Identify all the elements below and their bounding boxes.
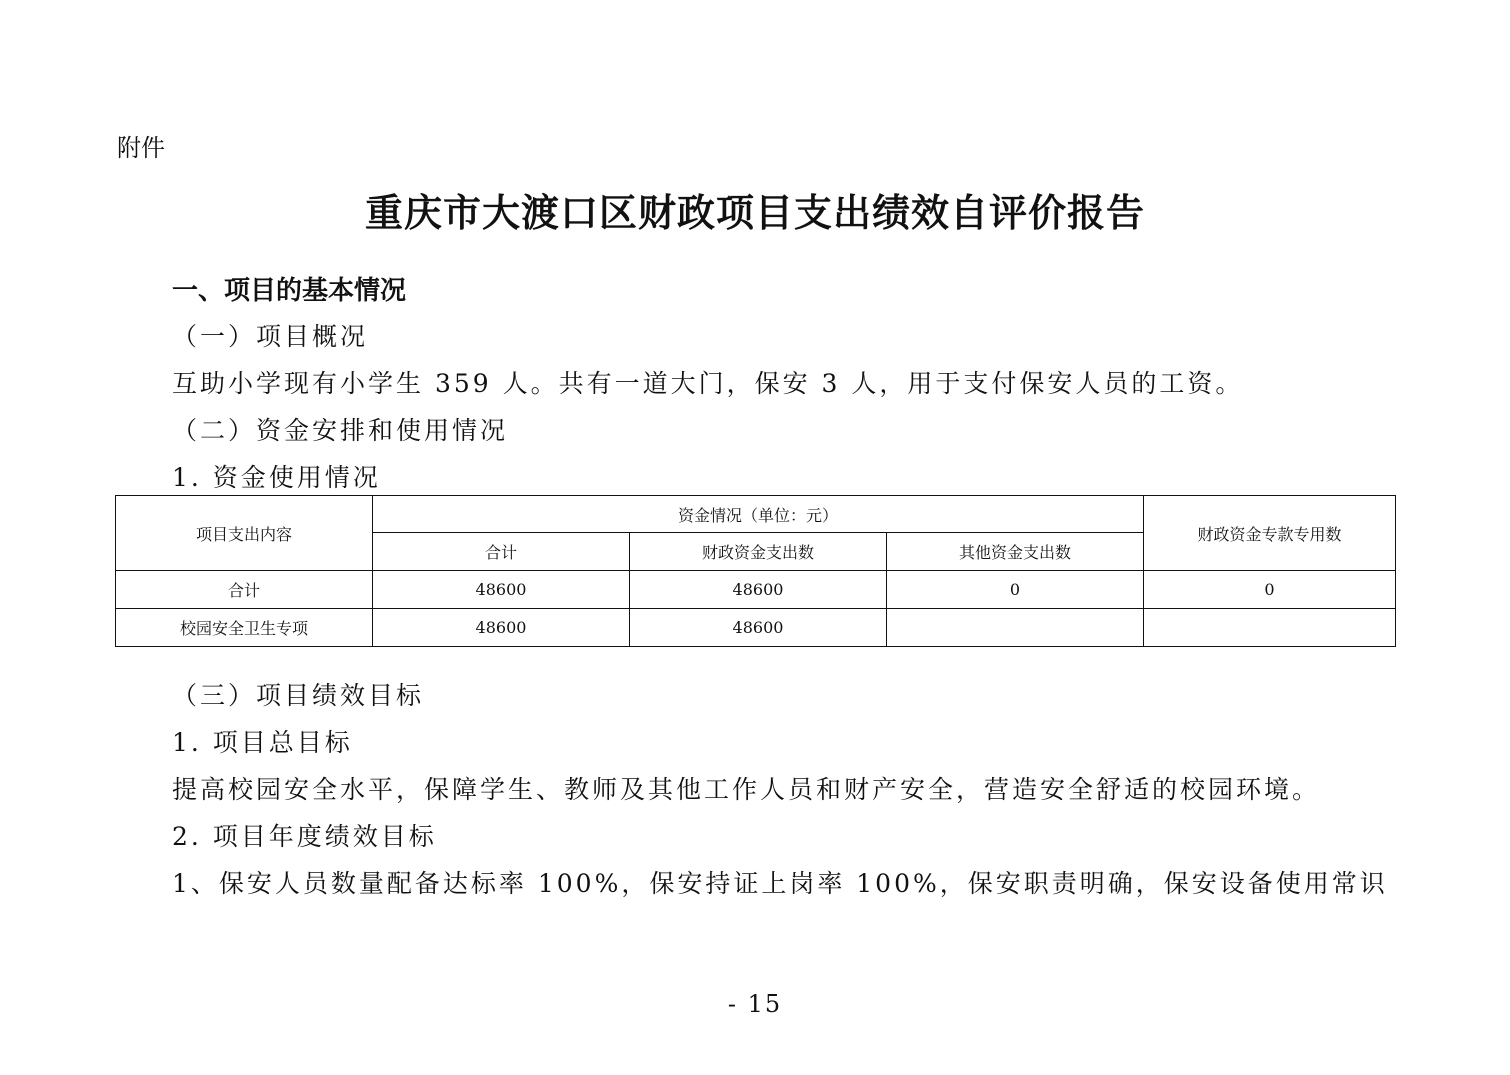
annual-goal-heading: 2. 项目年度绩效目标: [172, 822, 437, 851]
cell-other: 0: [887, 571, 1144, 609]
header-total: 合计: [373, 533, 630, 571]
table-row: [116, 609, 1396, 647]
cell-item: 校园安全卫生专项: [116, 609, 373, 647]
header-fiscal-spend: 财政资金支出数: [630, 533, 887, 571]
cell-total: 48600: [373, 609, 630, 647]
header-other-spend: 其他资金支出数: [887, 533, 1144, 571]
table-header-row: [116, 496, 1396, 533]
annual-goal-paragraph: 1、保安人员数量配备达标率 100%，保安持证上岗率 100%，保安职责明确，保安设备使用常识: [172, 869, 1388, 898]
cell-special: [1144, 609, 1396, 647]
subsection-heading-overview: （一）项目概况: [172, 322, 369, 351]
cell-fiscal: 48600: [630, 609, 887, 647]
header-special-use: 财政资金专款专用数: [1144, 496, 1396, 571]
page-number: - 15: [727, 990, 783, 1018]
cell-item: 合计: [116, 571, 373, 609]
overview-paragraph: 互助小学现有小学生 359 人。共有一道大门，保安 3 人，用于支付保安人员的工资。: [172, 369, 1244, 398]
attachment-label: 附件: [117, 134, 165, 162]
funding-usage-heading: 1. 资金使用情况: [172, 463, 381, 492]
cell-special: 0: [1144, 571, 1396, 609]
table-row: [116, 571, 1396, 609]
header-funds-group: 资金情况（单位：元）: [373, 496, 1144, 533]
overall-goal-paragraph: 提高校园安全水平，保障学生、教师及其他工作人员和财产安全，营造安全舒适的校园环境。: [172, 775, 1321, 804]
header-item: 项目支出内容: [116, 496, 373, 571]
cell-total: 48600: [373, 571, 630, 609]
funding-table: [115, 495, 1396, 647]
overall-goal-heading: 1. 项目总目标: [172, 728, 353, 757]
subsection-heading-funding: （二）资金安排和使用情况: [172, 416, 509, 445]
cell-other: [887, 609, 1144, 647]
document-title: 重庆市大渡口区财政项目支出绩效自评价报告: [364, 190, 1145, 235]
cell-fiscal: 48600: [630, 571, 887, 609]
subsection-heading-goals: （三）项目绩效目标: [172, 681, 425, 710]
section-heading-basic-info: 一、项目的基本情况: [172, 276, 407, 306]
